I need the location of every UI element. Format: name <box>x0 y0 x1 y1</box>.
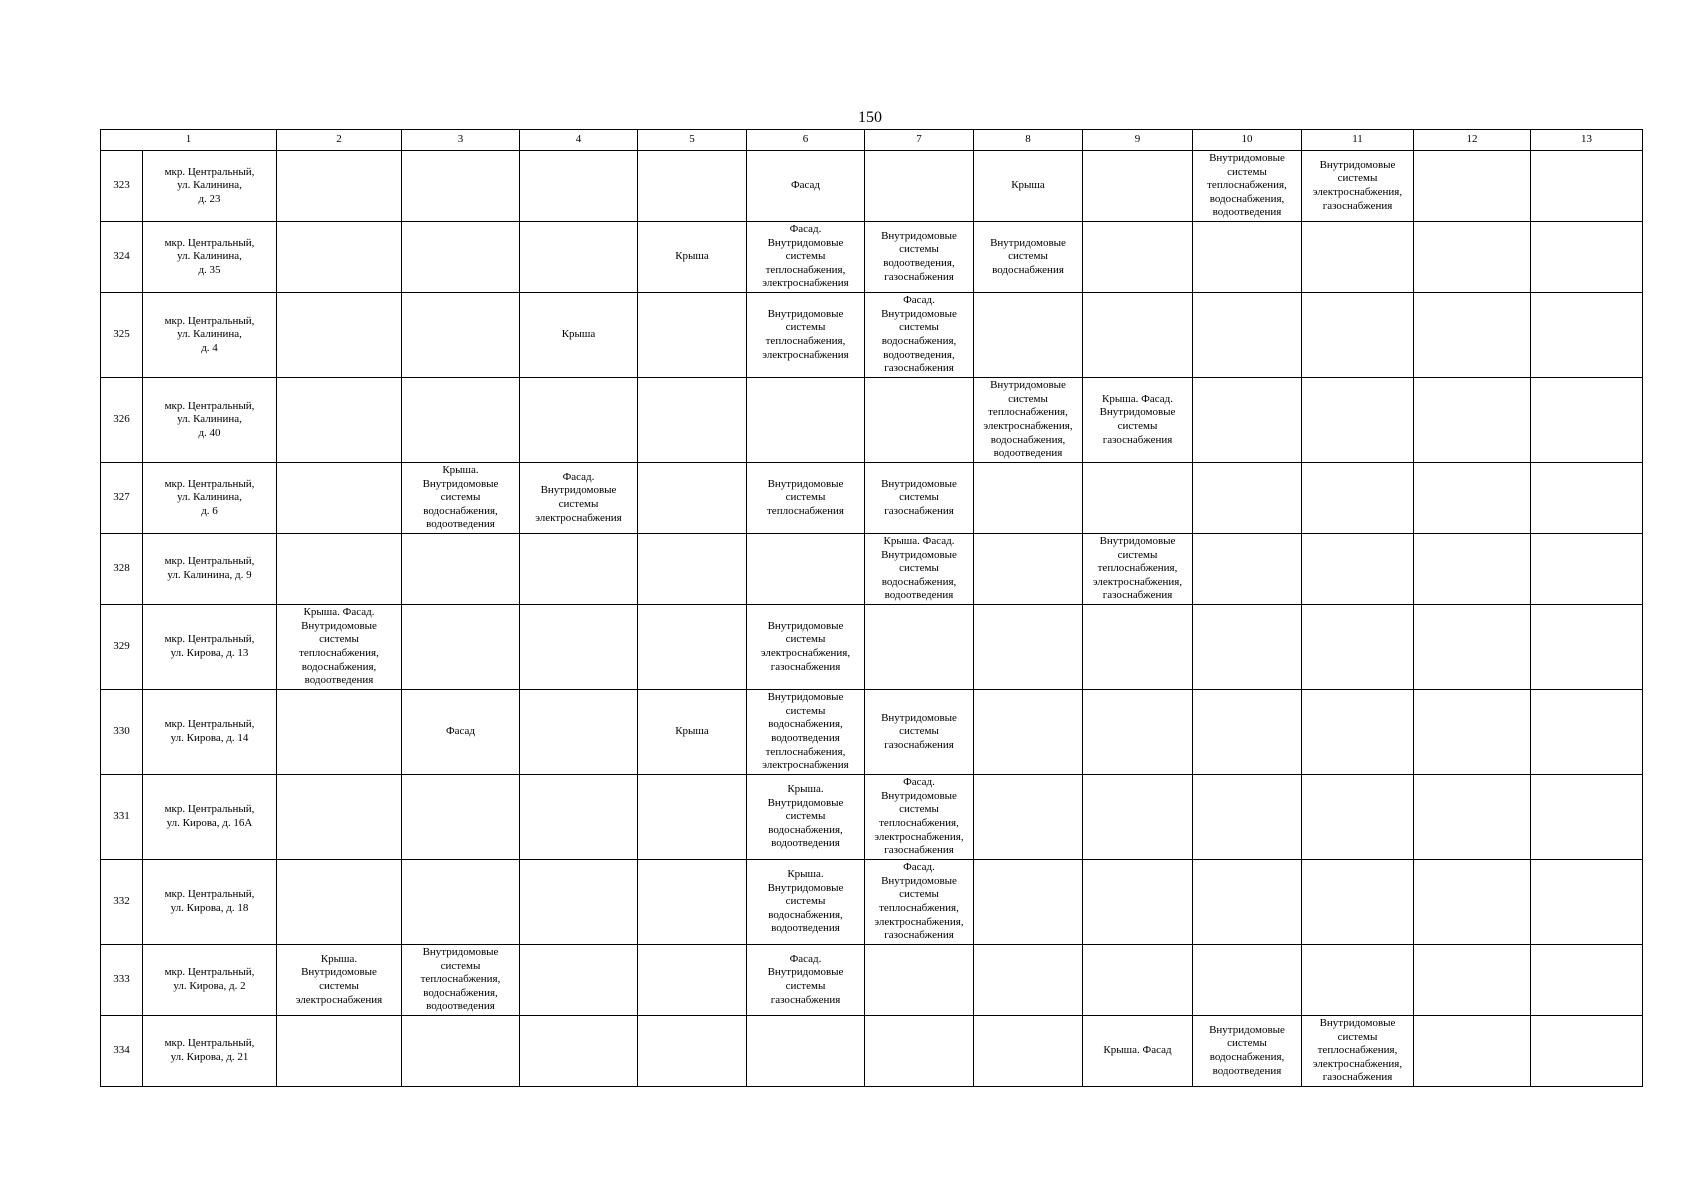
work-cell-col-4 <box>520 945 638 1016</box>
address-cell: мкр. Центральный, ул. Кирова, д. 21 <box>143 1016 277 1087</box>
work-cell-col-8: Крыша <box>974 151 1083 222</box>
work-cell-col-5 <box>638 293 747 378</box>
work-cell-col-7: Крыша. Фасад. Внутридомовые системы водоснабжения, водоотведения <box>865 534 974 605</box>
work-cell-col-9: Внутридомовые системы теплоснабжения, электроснабжения, газоснабжения <box>1083 534 1193 605</box>
work-cell-col-10 <box>1193 690 1302 775</box>
work-cell-col-9 <box>1083 605 1193 690</box>
work-cell-col-5 <box>638 463 747 534</box>
column-header-12: 12 <box>1414 130 1531 151</box>
work-cell-col-3 <box>402 860 520 945</box>
work-cell-col-6: Фасад <box>747 151 865 222</box>
work-cell-col-2 <box>277 1016 402 1087</box>
work-cell-col-6: Внутридомовые системы теплоснабжения <box>747 463 865 534</box>
table-row <box>101 463 1643 534</box>
work-cell-col-6 <box>747 534 865 605</box>
work-cell-col-13 <box>1531 222 1643 293</box>
work-cell-col-13 <box>1531 534 1643 605</box>
address-cell: мкр. Центральный, ул. Калинина, д. 40 <box>143 378 277 463</box>
address-cell: мкр. Центральный, ул. Кирова, д. 2 <box>143 945 277 1016</box>
work-cell-col-5 <box>638 605 747 690</box>
work-cell-col-8 <box>974 860 1083 945</box>
work-cell-col-3: Крыша. Внутридомовые системы водоснабжения, водоотведения <box>402 463 520 534</box>
column-header-1: 1 <box>101 130 277 151</box>
work-cell-col-5 <box>638 534 747 605</box>
work-cell-col-8 <box>974 463 1083 534</box>
row-number: 327 <box>101 463 143 534</box>
work-cell-col-6 <box>747 1016 865 1087</box>
work-cell-col-7: Фасад. Внутридомовые системы теплоснабжения, электроснабжения, газоснабжения <box>865 775 974 860</box>
work-cell-col-8 <box>974 690 1083 775</box>
work-cell-col-10 <box>1193 534 1302 605</box>
work-cell-col-7: Фасад. Внутридомовые системы водоснабжения, водоотведения, газоснабжения <box>865 293 974 378</box>
table-row <box>101 690 1643 775</box>
table-row <box>101 222 1643 293</box>
column-header-9: 9 <box>1083 130 1193 151</box>
work-cell-col-5 <box>638 151 747 222</box>
work-cell-col-2: Крыша. Внутридомовые системы электроснабжения <box>277 945 402 1016</box>
work-cell-col-7: Внутридомовые системы газоснабжения <box>865 463 974 534</box>
work-cell-col-10 <box>1193 222 1302 293</box>
work-cell-col-3 <box>402 775 520 860</box>
work-cell-col-12 <box>1414 605 1531 690</box>
column-header-8: 8 <box>974 130 1083 151</box>
work-schedule-table <box>100 129 1643 1087</box>
work-cell-col-11: Внутридомовые системы теплоснабжения, электроснабжения, газоснабжения <box>1302 1016 1414 1087</box>
work-cell-col-13 <box>1531 1016 1643 1087</box>
work-cell-col-9: Крыша. Фасад. Внутридомовые системы газоснабжения <box>1083 378 1193 463</box>
work-cell-col-2 <box>277 463 402 534</box>
work-cell-col-8 <box>974 534 1083 605</box>
work-cell-col-3 <box>402 1016 520 1087</box>
work-cell-col-3 <box>402 534 520 605</box>
work-cell-col-9 <box>1083 775 1193 860</box>
address-cell: мкр. Центральный, ул. Калинина, д. 6 <box>143 463 277 534</box>
work-cell-col-7: Внутридомовые системы газоснабжения <box>865 690 974 775</box>
work-cell-col-7: Фасад. Внутридомовые системы теплоснабжения, электроснабжения, газоснабжения <box>865 860 974 945</box>
table-row <box>101 293 1643 378</box>
work-cell-col-4: Фасад. Внутридомовые системы электроснабжения <box>520 463 638 534</box>
work-cell-col-2 <box>277 151 402 222</box>
address-cell: мкр. Центральный, ул. Калинина, д. 35 <box>143 222 277 293</box>
column-header-3: 3 <box>402 130 520 151</box>
work-cell-col-12 <box>1414 378 1531 463</box>
work-cell-col-10 <box>1193 605 1302 690</box>
work-cell-col-3 <box>402 293 520 378</box>
work-cell-col-13 <box>1531 690 1643 775</box>
table-row <box>101 945 1643 1016</box>
work-cell-col-11 <box>1302 605 1414 690</box>
work-cell-col-12 <box>1414 1016 1531 1087</box>
work-cell-col-8: Внутридомовые системы теплоснабжения, электроснабжения, водоснабжения, водоотведения <box>974 378 1083 463</box>
work-cell-col-8: Внутридомовые системы водоснабжения <box>974 222 1083 293</box>
table-body <box>101 151 1643 1087</box>
work-cell-col-8 <box>974 775 1083 860</box>
address-cell: мкр. Центральный, ул. Калинина, д. 9 <box>143 534 277 605</box>
table-row <box>101 378 1643 463</box>
table-row <box>101 151 1643 222</box>
table-row <box>101 605 1643 690</box>
work-cell-col-8 <box>974 1016 1083 1087</box>
work-cell-col-3 <box>402 378 520 463</box>
work-cell-col-6 <box>747 378 865 463</box>
work-cell-col-11 <box>1302 775 1414 860</box>
work-cell-col-5: Крыша <box>638 690 747 775</box>
work-cell-col-7 <box>865 1016 974 1087</box>
work-cell-col-10 <box>1193 775 1302 860</box>
work-cell-col-11 <box>1302 222 1414 293</box>
work-cell-col-4 <box>520 378 638 463</box>
work-cell-col-12 <box>1414 775 1531 860</box>
work-cell-col-2 <box>277 534 402 605</box>
work-cell-col-13 <box>1531 605 1643 690</box>
table-row <box>101 1016 1643 1087</box>
work-cell-col-9 <box>1083 945 1193 1016</box>
work-cell-col-6: Внутридомовые системы теплоснабжения, электроснабжения <box>747 293 865 378</box>
work-cell-col-11 <box>1302 860 1414 945</box>
address-cell: мкр. Центральный, ул. Кирова, д. 13 <box>143 605 277 690</box>
work-cell-col-4 <box>520 1016 638 1087</box>
address-cell: мкр. Центральный, ул. Калинина, д. 23 <box>143 151 277 222</box>
work-cell-col-10 <box>1193 945 1302 1016</box>
work-cell-col-6: Внутридомовые системы электроснабжения, газоснабжения <box>747 605 865 690</box>
work-cell-col-3: Внутридомовые системы теплоснабжения, водоснабжения, водоотведения <box>402 945 520 1016</box>
work-cell-col-9 <box>1083 463 1193 534</box>
table-row <box>101 860 1643 945</box>
table-row <box>101 534 1643 605</box>
work-cell-col-3: Фасад <box>402 690 520 775</box>
work-cell-col-3 <box>402 151 520 222</box>
column-header-2: 2 <box>277 130 402 151</box>
work-cell-col-12 <box>1414 945 1531 1016</box>
row-number: 330 <box>101 690 143 775</box>
column-header-10: 10 <box>1193 130 1302 151</box>
header-row <box>101 130 1643 151</box>
work-cell-col-6: Крыша. Внутридомовые системы водоснабжения, водоотведения <box>747 775 865 860</box>
work-cell-col-2 <box>277 222 402 293</box>
work-cell-col-10 <box>1193 378 1302 463</box>
work-cell-col-6: Фасад. Внутридомовые системы теплоснабжения, электроснабжения <box>747 222 865 293</box>
work-cell-col-2: Крыша. Фасад. Внутридомовые системы теплоснабжения, водоснабжения, водоотведения <box>277 605 402 690</box>
work-cell-col-4 <box>520 534 638 605</box>
work-cell-col-4: Крыша <box>520 293 638 378</box>
work-cell-col-5 <box>638 775 747 860</box>
row-number: 333 <box>101 945 143 1016</box>
work-cell-col-13 <box>1531 945 1643 1016</box>
row-number: 328 <box>101 534 143 605</box>
work-cell-col-3 <box>402 222 520 293</box>
work-cell-col-2 <box>277 775 402 860</box>
row-number: 329 <box>101 605 143 690</box>
row-number: 332 <box>101 860 143 945</box>
row-number: 326 <box>101 378 143 463</box>
work-cell-col-11: Внутридомовые системы электроснабжения, газоснабжения <box>1302 151 1414 222</box>
work-cell-col-11 <box>1302 293 1414 378</box>
column-header-5: 5 <box>638 130 747 151</box>
row-number: 331 <box>101 775 143 860</box>
work-cell-col-9 <box>1083 860 1193 945</box>
work-cell-col-7 <box>865 151 974 222</box>
work-cell-col-5: Крыша <box>638 222 747 293</box>
address-cell: мкр. Центральный, ул. Кирова, д. 16А <box>143 775 277 860</box>
column-header-7: 7 <box>865 130 974 151</box>
work-cell-col-11 <box>1302 463 1414 534</box>
work-cell-col-6: Крыша. Внутридомовые системы водоснабжения, водоотведения <box>747 860 865 945</box>
work-cell-col-7 <box>865 945 974 1016</box>
work-cell-col-8 <box>974 293 1083 378</box>
row-number: 324 <box>101 222 143 293</box>
work-cell-col-8 <box>974 945 1083 1016</box>
work-cell-col-2 <box>277 860 402 945</box>
work-cell-col-12 <box>1414 151 1531 222</box>
row-number: 325 <box>101 293 143 378</box>
work-cell-col-7: Внутридомовые системы водоотведения, газоснабжения <box>865 222 974 293</box>
work-cell-col-5 <box>638 1016 747 1087</box>
page-number: 150 <box>858 109 882 126</box>
table-row <box>101 775 1643 860</box>
work-cell-col-13 <box>1531 860 1643 945</box>
work-cell-col-10 <box>1193 860 1302 945</box>
work-cell-col-11 <box>1302 945 1414 1016</box>
work-cell-col-2 <box>277 690 402 775</box>
work-cell-col-5 <box>638 378 747 463</box>
work-cell-col-12 <box>1414 222 1531 293</box>
work-cell-col-6: Фасад. Внутридомовые системы газоснабжения <box>747 945 865 1016</box>
work-cell-col-9 <box>1083 293 1193 378</box>
column-header-11: 11 <box>1302 130 1414 151</box>
address-cell: мкр. Центральный, ул. Кирова, д. 18 <box>143 860 277 945</box>
work-cell-col-4 <box>520 151 638 222</box>
work-cell-col-4 <box>520 605 638 690</box>
work-cell-col-2 <box>277 293 402 378</box>
work-cell-col-9 <box>1083 151 1193 222</box>
work-cell-col-5 <box>638 860 747 945</box>
work-cell-col-12 <box>1414 463 1531 534</box>
work-cell-col-9: Крыша. Фасад <box>1083 1016 1193 1087</box>
row-number: 323 <box>101 151 143 222</box>
work-cell-col-8 <box>974 605 1083 690</box>
address-cell: мкр. Центральный, ул. Кирова, д. 14 <box>143 690 277 775</box>
address-cell: мкр. Центральный, ул. Калинина, д. 4 <box>143 293 277 378</box>
work-cell-col-6: Внутридомовые системы водоснабжения, водоотведения теплоснабжения, электроснабжения <box>747 690 865 775</box>
column-header-4: 4 <box>520 130 638 151</box>
column-header-13: 13 <box>1531 130 1643 151</box>
work-cell-col-13 <box>1531 775 1643 860</box>
work-cell-col-4 <box>520 690 638 775</box>
column-header-6: 6 <box>747 130 865 151</box>
work-cell-col-3 <box>402 605 520 690</box>
work-cell-col-4 <box>520 860 638 945</box>
work-cell-col-7 <box>865 605 974 690</box>
work-cell-col-5 <box>638 945 747 1016</box>
row-number: 334 <box>101 1016 143 1087</box>
work-cell-col-12 <box>1414 860 1531 945</box>
work-cell-col-13 <box>1531 151 1643 222</box>
work-cell-col-4 <box>520 222 638 293</box>
work-cell-col-12 <box>1414 690 1531 775</box>
work-cell-col-12 <box>1414 534 1531 605</box>
work-cell-col-9 <box>1083 690 1193 775</box>
work-cell-col-2 <box>277 378 402 463</box>
work-cell-col-9 <box>1083 222 1193 293</box>
work-cell-col-10 <box>1193 463 1302 534</box>
work-cell-col-7 <box>865 378 974 463</box>
work-cell-col-11 <box>1302 534 1414 605</box>
work-cell-col-13 <box>1531 378 1643 463</box>
work-cell-col-13 <box>1531 463 1643 534</box>
work-cell-col-11 <box>1302 378 1414 463</box>
work-cell-col-12 <box>1414 293 1531 378</box>
work-cell-col-4 <box>520 775 638 860</box>
work-cell-col-13 <box>1531 293 1643 378</box>
work-cell-col-10 <box>1193 293 1302 378</box>
work-cell-col-11 <box>1302 690 1414 775</box>
work-cell-col-10: Внутридомовые системы водоснабжения, водоотведения <box>1193 1016 1302 1087</box>
work-cell-col-10: Внутридомовые системы теплоснабжения, водоснабжения, водоотведения <box>1193 151 1302 222</box>
